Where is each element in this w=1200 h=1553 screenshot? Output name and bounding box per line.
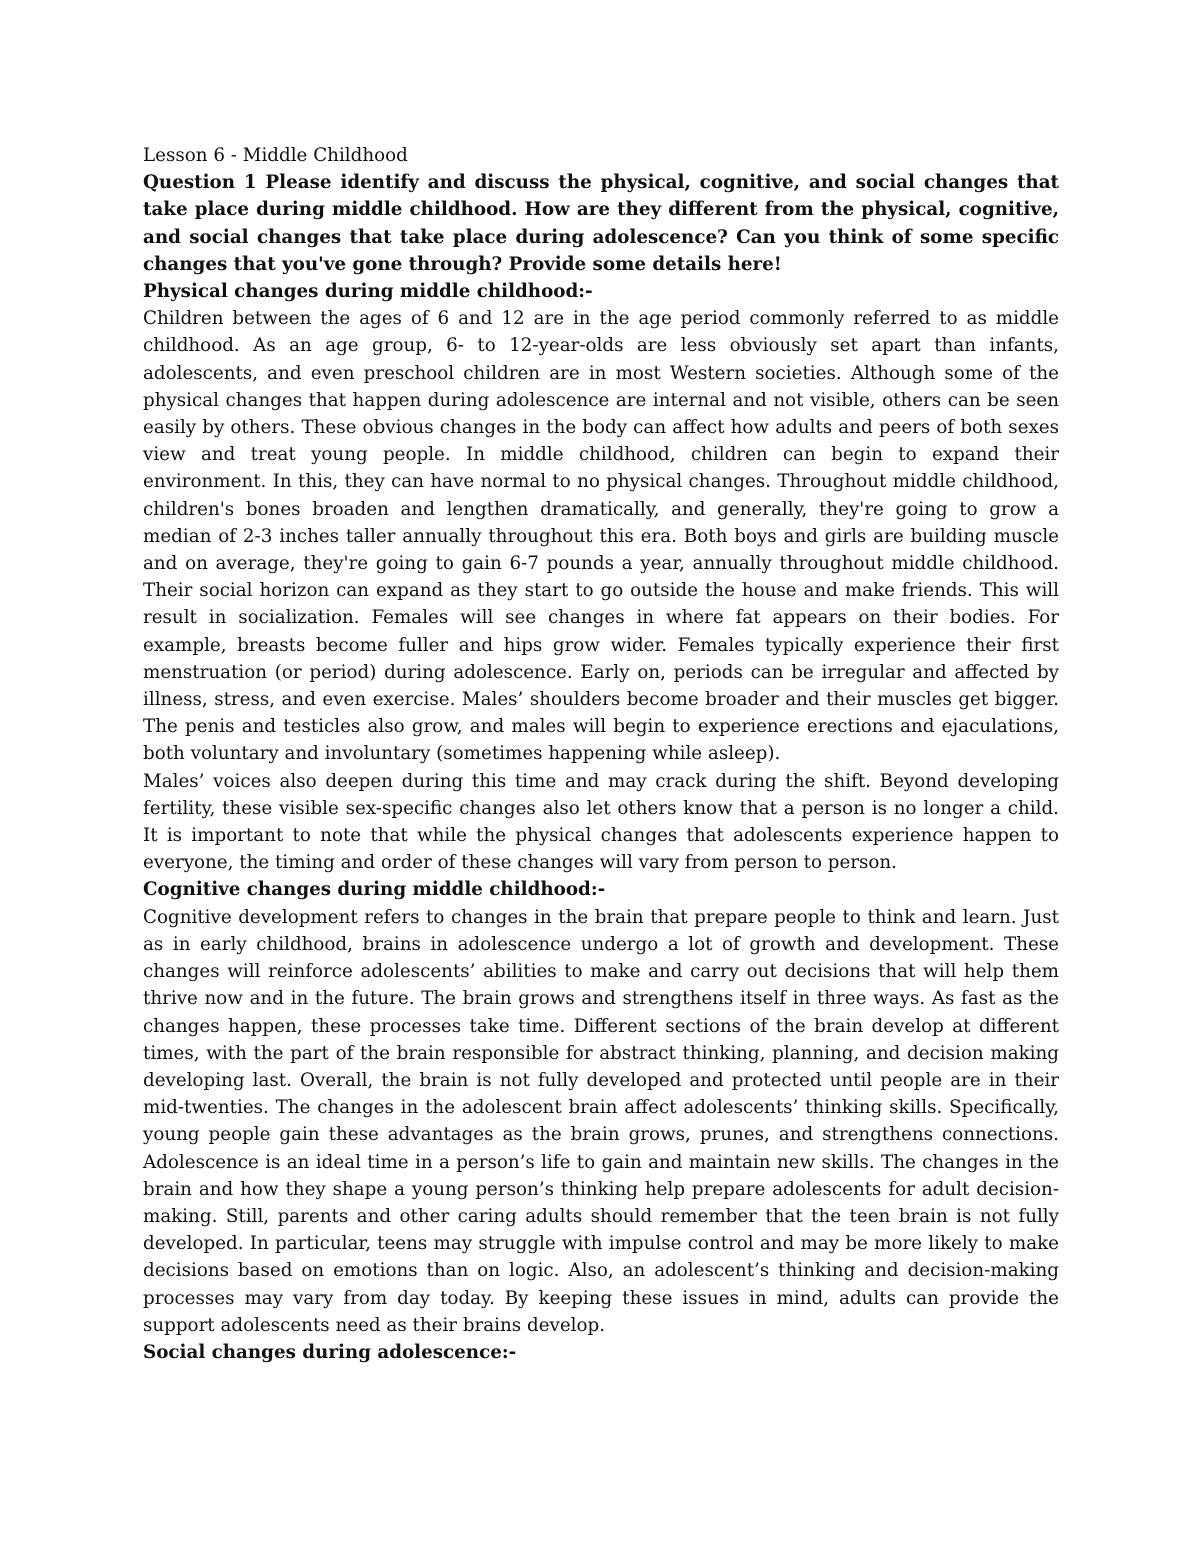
physical-changes-paragraph-2: Males’ voices also deepen during this time and may crack during the shift. Beyond developing fertility, these visible sex-specific changes also let others know that a person is no longer a child. It is important to note that while the physical changes that adolescents experience happen to everyone, the timing and order of these changes will vary from person to person. [143, 770, 1059, 874]
physical-changes-paragraph-1: Children between the ages of 6 and 12 are in the age period commonly referred to as middle childhood. As an age group, 6- to 12-year-olds are less obviously set apart than infants, adolescents, and even preschool children are in most Western societies. Although some of the physical changes that happen during adolescence are internal and not visible, others can be seen easily by others. These obvious changes in the body can affect how adults and peers of both sexes view and treat young people. In middle childhood, children can begin to expand their environment. In this, they can have normal to no physical changes. Throughout middle childhood, children's bones broaden and lengthen dramatically, and generally, they're going to grow a median of 2-3 inches taller annually throughout this era. Both boys and girls are building muscle and on average, they're going to gain 6-7 pounds a year, annually throughout middle childhood. Their social horizon can expand as they start to go outside the house and make friends. This will result in socialization. Females will see changes in where fat appears on their bodies. For example, breasts become fuller and hips grow wider. Females typically experience their first menstruation (or period) during adolescence. Early on, periods can be irregular and affected by illness, stress, and even exercise. Males’ shoulders become broader and their muscles get bigger. The penis and testicles also grow, and males will begin to experience erections and ejaculations, both voluntary and involuntary (sometimes happening while asleep). [143, 308, 1059, 765]
physical-changes-heading: Physical changes during middle childhood:- [143, 281, 593, 303]
cognitive-changes-heading: Cognitive changes during middle childhood:- [143, 879, 606, 901]
question-prompt: Question 1 Please identify and discuss the physical, cognitive, and social changes that take place during middle childhood. How are they different from the physical, cognitive, and social changes that take place during adolescence? Can you think of some specific changes that you've gone through? Provide some details here! [143, 172, 1059, 275]
cognitive-changes-paragraph-1: Cognitive development refers to changes in the brain that prepare people to think and learn. Just as in early childhood, brains in adolescence undergo a lot of growth and development. These changes will reinforce adolescents’ abilities to make and carry out decisions that will help them thrive now and in the future. The brain grows and strengthens itself in three ways. As fast as the changes happen, these processes take time. Different sections of the brain develop at different times, with the part of the brain responsible for abstract thinking, planning, and decision making developing last. Overall, the brain is not fully developed and protected until people are in their mid-twenties. The changes in the adolescent brain affect adolescents’ thinking skills. Specifically, young people gain these advantages as the brain grows, prunes, and strengthens connections. Adolescence is an ideal time in a person’s life to gain and maintain new skills. The changes in the brain and how they shape a young person’s thinking help prepare adolescents for adult decision-making. Still, parents and other caring adults should remember that the teen brain is not fully developed. In particular, teens may struggle with impulse control and may be more likely to make decisions based on emotions than on logic. Also, an adolescent’s thinking and decision-making processes may vary from day today. By keeping these issues in mind, adults can provide the support adolescents need as their brains develop. [143, 906, 1059, 1336]
document-page [143, 142, 1059, 1366]
lesson-title: Lesson 6 - Middle Childhood [143, 145, 408, 166]
social-changes-heading: Social changes during adolescence:- [143, 1341, 517, 1363]
